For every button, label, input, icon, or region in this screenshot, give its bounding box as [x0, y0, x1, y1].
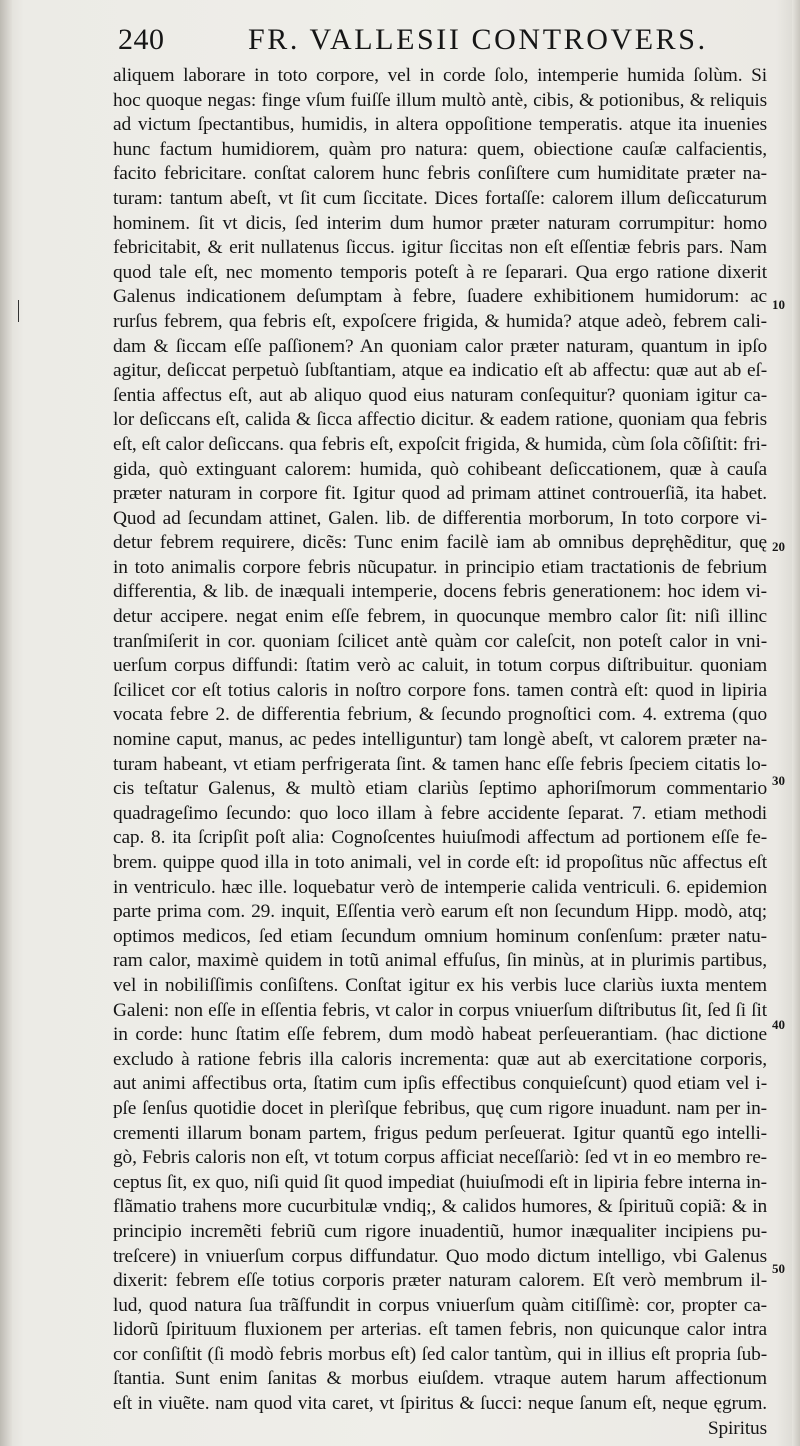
- text-line: turam: tantum abeſt, vt ſit cum ſiccitate. Dices fortaſſe: calorem illum deſiccaturum: [113, 187, 767, 209]
- text-line: lor deſiccans eſt, calida & ſicca affectio dicitur. & eadem ratione, quoniam qua febris: [113, 409, 767, 431]
- text-line: Galenus indicationem deſumptam à febre, ſuadere exhibitionem humidorum: ac: [113, 286, 767, 308]
- text-line: optimos medicos, ſed etiam ſecundum omnium hominum conſenſum: præter natu-: [113, 925, 767, 947]
- text-line: hominem. ſit vt dicis, ſed interim dum humor præter naturam corrumpitur: homo: [113, 212, 767, 234]
- text-line: ſcilicet cor eſt totius caloris in noſtro corpore fons. tamen contrà eſt: quod in lipiria: [113, 679, 767, 701]
- text-line: principio incremẽti febriũ cum rigore inuadentiũ, humor inæqualiter incipiens pu-: [113, 1220, 767, 1242]
- text-line: agitur, deſiccat perpetuò ſubſtantiam, atque ea indicatio eſt ab affectu: quæ aut ab eſ-: [113, 360, 767, 382]
- running-head: FR. VALLESII CONTROVERS.: [248, 23, 708, 56]
- text-line: gò, Febris caloris non eſt, vt totum corpus afficiat neceſſariò: ſed vt in eo membro re-: [113, 1147, 767, 1169]
- text-line: in ventriculo. hæc ille. loquebatur verò de intemperie calida ventriculi. 6. epidemion: [113, 876, 767, 898]
- margin-line-number: 10: [772, 297, 785, 312]
- text-line: aliquem laborare in toto corpore, vel in corde ſolo, intemperie humida ſolùm. Si: [113, 65, 767, 86]
- text-line: vocata febre 2. de differentia febrium, & ſecundo prognoſtici com. 4. extrema (quo: [113, 704, 767, 726]
- text-line: ceptus ſit, ex quo, niſi quid ſit quod impediat (huiuſmodi eſt in lipiria febre interna in-: [113, 1171, 767, 1193]
- folio-number: 240: [118, 23, 165, 56]
- text-line: hunc factum humidiorem, quàm pro natura: quem, obiectione cauſæ calfacientis,: [113, 138, 767, 160]
- text-block: [113, 64, 767, 1441]
- text-line: differentia, & lib. de inæquali intemperie, docens febris generationem: hoc idem vi-: [113, 581, 767, 603]
- text-line: dixerit: febrem eſſe totius corporis præter naturam calorem. Eſt verò membrum il-: [113, 1270, 767, 1292]
- text-line: dam & ſiccam eſſe paſſionem? An quoniam calor præter naturam, quantum in ipſo: [113, 335, 767, 357]
- text-line: ſentia affectus eſt, aut ab aliquo quod eius naturam conſequitur? quoniam igitur ca-: [113, 384, 767, 406]
- text-line: pſe ſenſus quotidie docet in plerìſque febribus, quę cum rigore inuadunt. nam per in-: [113, 1097, 767, 1119]
- page-header: [118, 20, 758, 60]
- text-line: cap. 8. ita ſcripſit poſt alia: Cognoſcentes huiuſmodi affectum ad portionem eſſe fe-: [113, 827, 767, 849]
- text-line: treſcere) in vniuerſum corpus diffundatur. Quo modo dictum intelligo, vbi Galenus: [113, 1245, 767, 1267]
- margin-line-number: 50: [772, 1261, 785, 1276]
- margin-line-number: 30: [772, 773, 785, 788]
- text-line: crementi illarum bonam partem, frigus pedum perſeuerat. Igitur quantũ ego intelli-: [113, 1122, 767, 1144]
- text-line: gida, quò extinguant calorem: humida, quò cohibeant deſiccationem, quæ à cauſa: [113, 458, 767, 480]
- text-line: detur febrem requirere, dicẽs: Tunc enim facilè iam ab omnibus depręhẽditur, quę: [113, 532, 767, 554]
- text-line: Galeni: non eſſe in eſſentia febris, vt calor in corpus vniuerſum diſtributus ſit, ſed ſi ſit: [113, 999, 767, 1021]
- text-line: hoc quoque negas: finge vſum fuiſſe illum multò antè, cibis, & potionibus, & reliquis: [113, 89, 767, 111]
- text-line: nomine caput, manus, ac pedes intelliguntur) tam longè abeſt, vt calorem præter na-: [113, 729, 767, 751]
- text-line: excludo à ratione febris illa caloris incrementa: quæ aut ab exercitatione corporis,: [113, 1048, 767, 1070]
- text-line: eſt in viuẽte. nam quod vita caret, vt ſpiritus & ſucci: neque ſanum eſt, neque ęgrum.: [113, 1393, 767, 1415]
- text-line: facito febricitare. conſtat calorem hunc febris conſiſtere cum humiditate præter na-: [113, 163, 767, 185]
- text-line: cis teſtatur Galenus, & multò etiam clariùs ſeptimo aphoriſmorum commentario: [113, 778, 767, 800]
- text-line: cor conſiſtit (ſi modò febris morbus eſt) ſed calor tantùm, qui in illius eſt propria ſub-: [113, 1343, 767, 1365]
- catchword: Spiritus: [707, 1417, 767, 1439]
- page-edge: [792, 0, 800, 1446]
- text-line: brem. quippe quod illa in toto animali, vel in corde eſt: id propoſitus nũc affectus eſt: [113, 852, 767, 873]
- text-line: vel in nobiliſſimis conſiſtens. Conſtat igitur ex his verbis luce clariùs iuxta mentem: [113, 974, 767, 996]
- text-line: lud, quod natura ſua trãſfundit in corpus vniuerſum quàm citiſſimè: cor, propter ca-: [113, 1294, 767, 1316]
- text-line: aut animi affectibus orta, ſtatim cum ipſis effectibus conquieſcunt) quod etiam vel i-: [113, 1073, 767, 1095]
- text-line: tranſmiſerit in cor. quoniam ſcilicet antè quàm cor caleſcit, non poteſt calor in vni-: [113, 630, 767, 652]
- text-line: uerſum corpus diffundi: ſtatim verò ac caluit, in totum corpus diſtribuitur. quoniam: [113, 655, 767, 677]
- text-line: Quod ad ſecundam attinet, Galen. lib. de differentia morborum, In toto corpore vi-: [113, 507, 767, 529]
- text-line: rurſus febrem, qua febris eſt, expoſcere frigida, & humida? atque adeò, febrem cali-: [113, 310, 767, 332]
- text-line: præter naturam in corpore fit. Igitur quod ad primam attinet controuerſiã, ita habet.: [113, 483, 767, 505]
- text-line: ad victum ſpectantibus, humidis, in altera oppoſitione temperatis. atque ita inuenies: [113, 114, 767, 136]
- margin-line-number: 40: [772, 1017, 785, 1032]
- text-line: lidorũ ſpirituum fluxionem per arterias. eſt tamen febris, non quicunque calor intra: [113, 1319, 767, 1341]
- text-line: quod tale eſt, nec momento temporis poteſt à re ſeparari. Qua ergo ratione dixerit: [113, 261, 767, 283]
- text-line: quadrageſimo ſecundo: quo loco illam à febre accidente ſeparat. 7. etiam methodi: [113, 802, 767, 824]
- text-line: ram calor, maximè quidem in totũ animal effuſus, ſin minùs, at in plurimis partibus,: [113, 950, 767, 972]
- text-line: in toto animalis corpore febris nũcupatur. in principio etiam tractationis de febrium: [113, 556, 767, 578]
- text-line: detur accipere. negat enim eſſe febrem, in quocunque membro calor ſit: niſi illinc: [113, 606, 767, 628]
- margin-line-number: 20: [772, 539, 785, 554]
- text-line: ſtantia. Sunt enim ſanitas & morbus eiuſdem. vtraque autem harum affectionum: [113, 1368, 767, 1390]
- text-line: febricitabit, & erit nullatenus ſiccus. igitur ſiccitas non eſt eſſentiæ febris pars. Nam: [113, 237, 767, 259]
- binding-gutter: [0, 0, 12, 1446]
- text-line: in corde: hunc ſtatim eſſe febrem, dum modò habeat perſeuerantiam. (hac dictione: [113, 1024, 767, 1046]
- text-line: parte prima com. 29. inquit, Eſſentia verò earum eſt non ſecundum Hipp. modò, atq;: [113, 901, 767, 923]
- margin-mark: [18, 300, 19, 322]
- text-line: eſt, eſt calor deſiccans. qua febris eſt, expoſcit frigida, & humida, cùm ſola cõſiſtit: fri-: [113, 433, 767, 455]
- text-line: turam habeant, vt etiam perfrigerata ſint. & tamen hanc eſſe febris ſpeciem citatis lo-: [113, 753, 767, 775]
- text-line: flãmatio trahens more cucurbitulæ vndiq;, & calidos humores, & ſpirituũ copiã: & in: [113, 1196, 767, 1218]
